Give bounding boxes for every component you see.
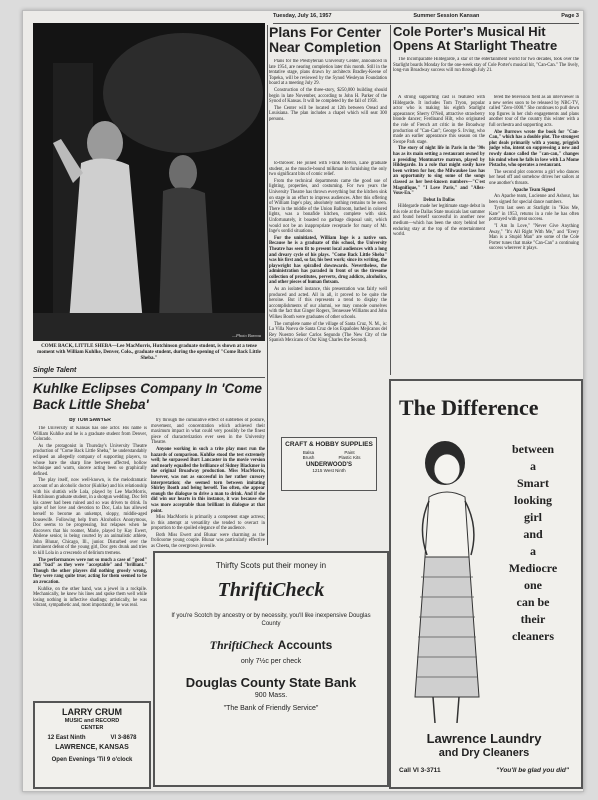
laundry-word: their <box>520 612 546 626</box>
laundry-word: looking <box>513 493 552 507</box>
larry-crum-ad <box>33 701 151 789</box>
thrifti-accounts-line <box>155 636 387 654</box>
thrifti-price: only 7½c per check <box>240 658 302 665</box>
laundry-word: cleaners <box>512 629 554 643</box>
thrifti-brand-small: ThriftiCheck <box>209 638 274 652</box>
larry-contact <box>35 735 149 741</box>
divider <box>33 377 265 378</box>
stage-photo-image <box>33 23 265 341</box>
laundry-word: and <box>523 527 543 541</box>
laundry-name: Lawrence Laundry <box>426 731 542 746</box>
column-rule <box>390 25 391 375</box>
bank-address: 900 Mass. <box>254 692 288 699</box>
craft-ad <box>281 437 377 491</box>
newspaper-page <box>22 10 584 792</box>
laundry-name-2: and Dry Cleaners <box>438 747 530 759</box>
thrifticheck-ad <box>153 551 389 787</box>
cole-subhead: Debut In Dallas <box>423 197 455 203</box>
cole-paragraph: The second plot concerns a girl who dances her head off and somehow drives her sailors at one another's throats. <box>489 169 579 186</box>
laundry-footer <box>399 767 569 774</box>
thrifti-brand: ThriftiCheck <box>217 579 325 601</box>
craft-store: UNDERWOOD'S <box>306 462 352 468</box>
laundry-word: a <box>530 544 536 558</box>
stage-photo <box>33 23 265 341</box>
craft-item: Paint <box>344 450 355 455</box>
thrifti-body: If you're Scotch by ancestry or by necessity, you'll like inexpensive Douglas County <box>171 613 371 627</box>
laundry-word: can be <box>516 595 550 609</box>
review-headline: Kuhlke Eclipses Company In 'Come Back Little Sheba' <box>33 381 263 412</box>
bank-name: Douglas County State Bank <box>185 675 357 690</box>
photo-caption: COME BACK, LITTLE SHEBA—Lee MacMorris, Hutchinson graduate student, is shown at a tense moment with William Kuhlke, Denver, Colo., graduate student, during the opening of "Come Back Little Sheba." <box>37 344 261 361</box>
cole-paragraph: The story of night life in Paris in the '90s has as its main setting a restaurant owned by a presiding Montmartre matron, played by Hildegarde. In a role that might easily have been written for her, the Milwaukee lass has an opportunity to sing some of the songs classed as her best-known numbers—"C'est Magnifique," "I Love Paris," and "Allez-Vous-En." <box>393 146 485 197</box>
plans-headline: Plans For Center Near Completion <box>269 24 382 55</box>
plans-paragraph: Plans for the Presbyterian University Center, announced in late 1954, are nearing completion later this month. Still in the tentative stage, plans drawn by architects Bradley-Keene of Topeka, will be reviewed by the Synod Wesleyan Foundation board at a meeting July 29. <box>269 59 387 87</box>
laundry-word: Mediocre <box>508 561 558 575</box>
review-column-3 <box>269 161 387 433</box>
thrifti-accounts: Accounts <box>277 638 333 652</box>
review-paragraph: Both Miss Ewert and Blunar were charming as the frolicsome young couple. Blunar was particularly effective as Cheeta, the overgrown juvenile. <box>151 532 265 550</box>
page-header <box>273 13 579 24</box>
review-paragraph: As an isolated instance, this presentation was fairly well produced and acted. All in all, it proved to be quite the heroine. But if this represents a trend to display the accomplishments of our alumni, we may console ourselves with the fact that Ginger Rogers, Tennessee Williams and John Wilkes Booth were graduates of other schools. <box>269 287 387 321</box>
cole-paragraph: tered the television field as an interviewer in a new series soon to be released by NBC-TV, called "Zero-1000." She continues to pull down top figures in her club engagements and plans another tour of the country this winter with a full orchestra and supporting acts. <box>489 95 579 128</box>
laundry-slogan: "You'll be glad you did" <box>496 767 569 774</box>
cole-paragraph: Tyrrn last seen at Starlight in "Kiss Me, Kate" in 1953, returns in a role he has often portrayed with great success. <box>489 206 579 223</box>
review-paragraph: try through the cumulative effect of subtleties of posture, movement, and concentration which achieved their maximum impact in what could very possibly be the finest piece of characterization ever seen in the University Theatre. <box>151 418 265 446</box>
cole-column-1 <box>393 95 485 373</box>
review-paragraph: For the uninitiated, William Inge is a native son. Because he is a graduate of this school, the University Theatre has seen fit to present local audiences with a long and dreary cycle of his plays. "Come Back Little Sheba" was his first and, so far, his best work; since its writing, the playwright has spiralled downwards. Nevertheless, the administration has paraded in front of us the tiresome collection of prostitutes, perverts, drug addicts, alcoholics, and other pieces of human flotsam. <box>269 235 387 286</box>
larry-hours: Open Evenings 'Til 9 o'clock <box>51 757 133 763</box>
laundry-word: Smart <box>517 476 549 490</box>
bank-motto: "The Bank of Friendly Service" <box>223 705 319 712</box>
cole-lede-text: The Incomparable Hildegarde, a star of the entertainment world for two decades, took over the Starlight boards Monday for the one-week stay of Cole Porter's musical hit, "Can-Can." The lively, long-run Broadway success will run through July 21. <box>393 57 579 74</box>
larry-name: LARRY CRUM <box>62 707 122 717</box>
review-paragraph: From the technical departments came the good use of lighting, properties, and costuming. For two years the University Theatre has thrown everything but the kitchen sink on stage in an effort to impress audiences. After this offering of William Inge's play, absolutely nothing remains to be seen. There in the middle of the Union Ballroom, bathed in colored lights, was a bonafide kitchen, complete with sink. Unfortunately, it boasted no garbage disposal unit, which would not be an inappropriate receptacle for many of Mr. Inge's sordid situations. <box>269 178 387 235</box>
review-paragraph: The play itself, now well-known, is the melodramatic account of an alcoholic doctor (Kuhlke) and his relationship with his sluttish wife Lola, played by Lee MacMorris, Hutchinson graduate student, in a shotgun wedding. Doc felt his career had been ruined and so was driven to drink. In spite of her love and devotion to Doc, Lola has allowed herself to become an unkempt, sloppy, middle-aged housewife. Following help from Alcoholics Anonymous, Doc seems to be progressing, but relapses when he discovers that his roomer, Marie, played by Kay Ewert, Abilene senior, is being courted by an animalistic athlete, John Blunar, Chicago, Ill., junior. Disturbed over the imminent defeat of the young girl, Doc gets drunk and tries to kill Lola in a crescendo of delirium tremens. <box>33 478 147 557</box>
cole-column-2 <box>489 95 579 373</box>
laundry-title: The Difference <box>399 395 539 420</box>
craft-address: 1215 West Ninth <box>312 468 346 473</box>
plans-paragraph: Construction of the three-story, $250,000 building should begin in late November, according to John H. Parker of the Synod of Kansas. It will be completed by the fall of 1958. <box>269 87 387 105</box>
cole-headline: Cole Porter's Musical Hit Opens At Starlight Theatre <box>393 24 558 53</box>
photo-credit: —Photo Bureau <box>232 333 261 338</box>
cole-paragraph: Hildegarde made her legitimate stage debut in this role at the Dallas State musicals last summer and found herself successful in another new medium—which has been the story behind her enduring stay at the top of the entertainment world. <box>393 204 485 238</box>
craft-title: CRAFT & HOBBY SUPPLIES <box>285 441 373 448</box>
review-paragraph: Kuhlke, on the other hand, was a jewel in a rockpile. Mechanically, he knew his lines and spoke them well while losing nothing in inflective shadings; artistically, he was vibrant, sympathetic and, most importantly, he was real. <box>33 586 147 609</box>
column-rule <box>267 25 268 545</box>
cole-paragraph: A strong supporting cast is featured with Hildegarde. It includes Tom Tryon, popular actor who is making his eighth Starlight appearance; Sherry O'Neil, attractive strawberry blonde dancer; Ferdinand Hilt, who originated the role of French art critic in the Broadway production of "Can-Can"; George S. Irving, who made an earlier appearance this season on the Swope Park stage. <box>393 95 485 145</box>
larry-phone: VI 3-8678 <box>110 735 137 741</box>
craft-item: Balsa <box>302 450 315 455</box>
larry-city: LAWRENCE, KANSAS <box>55 744 129 751</box>
review-paragraph: The complete name of the village of Santa Cruz, N. M., is: La Villa Nueva de Santa Cruz de los Españoles Mejicanos del Rey Nuestro Señor Carlos Segundo (The New City of the Spanish Mexicans of Our King Charles the Second). <box>269 321 387 344</box>
laundry-word: girl <box>524 510 542 524</box>
review-paragraph: Miss MacMorris is primarily a competent stage actress; in this attempt at versatility she tended to overact in proportion to the spoiled elegance of the audience. <box>151 515 265 532</box>
review-paragraph: The performances were not so much a case of "good" and "bad" as they were "acceptable" and "brilliant." Though the other players did nothing grossly wrong, they were rang quite true; acting for them seemed to be an avocation. <box>33 557 147 586</box>
cole-subhead: Apache Team Signed <box>513 187 555 193</box>
cole-paragraph: "I Am In Love," "Never Give Anything Away," "It's All Right With Me," and "Every Man is a Stupid Man" are some of the Cole Porter tunes that make "Can-Can" a continuing success wherever it plays. <box>489 224 579 252</box>
review-paragraph: As the protagonist in Thursday's University Theatre production of "Come Back Little Sheba," he understandably eclipsed an allegedly company of supporting players, to whose bare the sharp line between affected, hollow technique and warm, sincere acting been so graphically defined. <box>33 443 147 477</box>
craft-item: Plastic Kits <box>338 455 361 460</box>
craft-item: Brush <box>302 455 315 460</box>
kicker: Single Talent <box>33 367 77 374</box>
cole-paragraph: Abe Burrows wrote the book for "Can-Can," which has a double plot. The strongest plot deals primarily with a young, priggish judge who, intent on suppressing a new and rowdy dance called the "can-can," changes his mind when he falls in love with La Mome Pistache, who operates a restaurant. <box>489 129 579 169</box>
laundry-words <box>491 441 575 645</box>
laundry-phone: Call VI 3-3711 <box>399 767 441 774</box>
cole-paragraph: An Apache team, Lucienne and Ashour, has been signed for special dance numbers. <box>489 194 579 205</box>
laundry-word: one <box>524 578 542 592</box>
laundry-word: between <box>512 442 554 456</box>
review-paragraph: Anyone working in such a trite play must run the hazards of comparison. Kuhlke stood the test extremely well; he surpassed Burt Lancaster in the movie version and nearly equalled the brilliance of Sidney Blackmer in the original Broadway production. Miss MacMorris, however, was not as successful in her rather cursory interpretation; she seemed torn between imitating Shirley Booth and being herself. Too often, she appear enough the dialogue to drive a man to drink. And if she did win our hearts in this instance, it was because she was more acceptable than brilliant in dialogue at that point. <box>151 446 265 514</box>
laundry-ad <box>389 379 583 789</box>
woman-illustration <box>399 437 487 727</box>
cole-lede <box>393 57 579 97</box>
thrifti-tagline: Thirfty Scots put their money in <box>215 561 327 570</box>
byline: By TOM SAWYER <box>69 418 111 423</box>
larry-address: 12 East Ninth <box>47 735 86 741</box>
review-column-2 <box>151 418 265 568</box>
plans-body <box>269 59 387 157</box>
craft-items <box>288 450 370 460</box>
header-date: Tuesday, July 16, 1957 <box>273 13 332 19</box>
laundry-word: a <box>530 459 536 473</box>
header-page: Page 3 <box>561 13 579 19</box>
larry-sub: MUSIC and RECORD CENTER <box>64 718 120 731</box>
review-paragraph: The University of Kansas has one actor. His name is William Kuhlke and he is a graduate student from Denver, Colorado. <box>33 426 147 443</box>
plans-paragraph: The Center will be located at 12th between Oread and Louisiana. The plan includes a chapel which will seat 300 persons. <box>269 105 387 122</box>
review-paragraph: lo-thrower. He joined with Frank Melvin, Lane graduate student, as the muscle-bound milkman in furnishing the only two significant bits of comic relief. <box>269 161 387 178</box>
review-column-1 <box>33 426 147 644</box>
header-paper: Summer Session Kansan <box>413 13 480 19</box>
